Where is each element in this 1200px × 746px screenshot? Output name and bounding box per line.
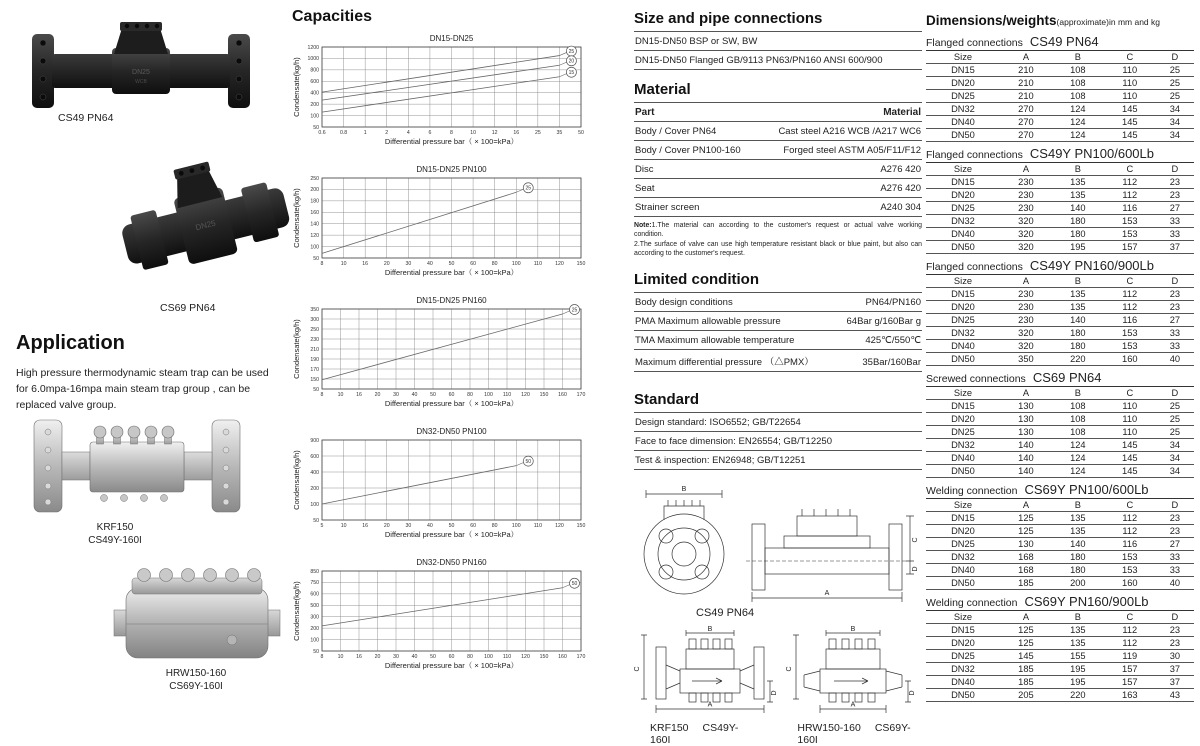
svg-text:100: 100 xyxy=(511,523,521,529)
table-row: DN32 185 195 157 37 xyxy=(926,663,1194,676)
note-label: Note: xyxy=(634,222,652,229)
svg-text:2: 2 xyxy=(385,130,389,136)
svg-text:50: 50 xyxy=(571,581,578,588)
svg-text:200: 200 xyxy=(310,187,319,194)
svg-text:600: 600 xyxy=(310,591,319,598)
svg-text:50: 50 xyxy=(313,255,319,262)
svg-text:10: 10 xyxy=(337,654,344,660)
svg-text:170: 170 xyxy=(576,392,586,398)
svg-text:25: 25 xyxy=(568,48,575,55)
table-row: DN50 205 220 163 43 xyxy=(926,689,1194,702)
table-row: DN15 130 108 110 25 xyxy=(926,400,1194,413)
svg-text:150: 150 xyxy=(539,392,549,398)
svg-text:60: 60 xyxy=(448,392,455,398)
capacity-chart-2 xyxy=(292,163,594,294)
photo-cs49-valve xyxy=(26,16,256,125)
svg-text:50: 50 xyxy=(430,392,436,398)
table-row: DN15 125 135 112 23 xyxy=(926,624,1194,637)
svg-text:150: 150 xyxy=(539,654,549,660)
photo-hrw150-valve xyxy=(112,548,282,679)
table-row: DN50 140 124 145 34 xyxy=(926,465,1194,478)
svg-text:20: 20 xyxy=(383,261,390,267)
dim-table-title: Flanged connections CS49Y PN160/900Lb xyxy=(926,258,1154,273)
dim-letter-d2: D xyxy=(771,690,778,696)
svg-text:10: 10 xyxy=(470,130,476,136)
svg-text:200: 200 xyxy=(310,625,319,632)
svg-text:20: 20 xyxy=(374,392,381,398)
size-section-title: Size and pipe connections xyxy=(634,10,823,27)
svg-text:50: 50 xyxy=(448,523,455,529)
svg-text:12: 12 xyxy=(491,130,498,136)
table-row: DN40 270 124 145 34 xyxy=(926,116,1194,129)
svg-text:Differential pressure bar（ × 1: Differential pressure bar（ × 100=kPa） xyxy=(384,137,519,146)
svg-text:140: 140 xyxy=(310,221,319,228)
svg-text:50: 50 xyxy=(313,648,319,655)
svg-text:40: 40 xyxy=(411,654,418,660)
table-row: DN25 130 108 110 25 xyxy=(926,426,1194,439)
svg-text:1000: 1000 xyxy=(307,56,319,63)
svg-text:0.8: 0.8 xyxy=(339,130,348,136)
svg-text:100: 100 xyxy=(310,637,319,644)
table-row: DN25 230 140 116 27 xyxy=(926,314,1194,327)
material-row: Disc A276 420 xyxy=(634,159,922,178)
svg-text:80: 80 xyxy=(467,654,473,660)
svg-text:100: 100 xyxy=(310,501,319,508)
dim-table: Size A B C D DN15 230 135 112 23 DN20 230 135 112 23 DN25 230 140 116 27 DN32 320 180 153 33 DN40 320 180 153 33 DN50 320 195 157 37 xyxy=(926,162,1194,254)
svg-text:16: 16 xyxy=(513,130,520,136)
svg-text:110: 110 xyxy=(502,392,512,398)
application-text: High pressure thermodynamic steam trap can be used for 6.0mpa-16mpa main steam trap group , can be replaced valve group. xyxy=(16,367,269,411)
cs49-valve-image xyxy=(26,16,256,120)
dim-letter-a2: A xyxy=(707,701,713,709)
table-row: DN25 130 140 116 27 xyxy=(926,538,1194,551)
capacity-chart-4 xyxy=(292,425,594,556)
svg-text:850: 850 xyxy=(310,568,319,575)
dim-letter-b: B xyxy=(681,486,687,494)
svg-text:120: 120 xyxy=(521,654,530,660)
photo-label-cs49: CS49 PN64 xyxy=(58,112,114,124)
svg-text:Differential pressure bar（ × 1: Differential pressure bar（ × 100=kPa） xyxy=(384,399,519,408)
svg-text:Condensate(kg/h): Condensate(kg/h) xyxy=(292,57,301,117)
capacities-column xyxy=(292,8,624,687)
dim-letter-a: A xyxy=(824,590,830,598)
svg-text:500: 500 xyxy=(310,603,319,610)
table-row: DN40 168 180 153 33 xyxy=(926,564,1194,577)
svg-text:50: 50 xyxy=(430,654,436,660)
svg-text:Condensate(kg/h): Condensate(kg/h) xyxy=(292,188,301,248)
capacity-chart-1 xyxy=(292,32,594,163)
svg-text:Differential pressure bar（ × 1: Differential pressure bar（ × 100=kPa） xyxy=(384,661,519,670)
dimension-tables xyxy=(926,34,1194,702)
svg-text:120: 120 xyxy=(555,523,564,529)
material-note xyxy=(634,221,922,258)
svg-text:DN15-DN25 PN160: DN15-DN25 PN160 xyxy=(416,296,487,305)
dim-letter-d3: D xyxy=(909,690,916,696)
svg-text:40: 40 xyxy=(427,261,433,267)
capacity-chart-3 xyxy=(292,294,594,425)
svg-text:5: 5 xyxy=(320,523,324,529)
svg-text:80: 80 xyxy=(467,392,473,398)
svg-text:30: 30 xyxy=(393,392,399,398)
limited-row: TMA Maximum allowable temperature 425℃/550℃ xyxy=(634,330,922,349)
svg-text:DN25: DN25 xyxy=(132,69,150,76)
standard-rows xyxy=(634,412,922,470)
svg-text:20: 20 xyxy=(374,654,381,660)
table-row: DN50 320 195 157 37 xyxy=(926,241,1194,254)
limited-rows xyxy=(634,292,922,372)
material-table xyxy=(634,102,922,217)
svg-text:0.6: 0.6 xyxy=(318,130,326,136)
svg-text:600: 600 xyxy=(310,453,319,460)
table-row: DN20 230 135 112 23 xyxy=(926,189,1194,202)
dim-letter-b3: B xyxy=(850,626,856,634)
drawing-label-cs49: CS49 PN64 xyxy=(696,607,755,620)
table-row: DN32 320 180 153 33 xyxy=(926,215,1194,228)
dim-table-1 xyxy=(926,34,1194,142)
table-row: DN20 230 135 112 23 xyxy=(926,301,1194,314)
table-row: DN25 230 140 116 27 xyxy=(926,202,1194,215)
svg-text:40: 40 xyxy=(411,392,418,398)
svg-text:50: 50 xyxy=(578,130,584,136)
table-row: DN40 320 180 153 33 xyxy=(926,340,1194,353)
drawing-label-krf150: KRF150 CS49Y-160I xyxy=(650,722,739,746)
svg-text:100: 100 xyxy=(310,244,319,251)
svg-text:DN32-DN50 PN160: DN32-DN50 PN160 xyxy=(416,558,487,567)
dim-table: Size A B C D DN15 210 108 110 25 DN20 210 108 110 25 DN25 210 108 110 25 DN32 270 124 145 34 DN40 270 124 145 34 DN50 270 124 145 34 xyxy=(926,50,1194,142)
svg-text:250: 250 xyxy=(310,175,319,182)
dim-letter-d: D xyxy=(912,566,919,572)
table-row: DN32 140 124 145 34 xyxy=(926,439,1194,452)
svg-text:1: 1 xyxy=(363,130,367,136)
svg-text:120: 120 xyxy=(521,392,530,398)
photo-label-krf150-line1: KRF150 xyxy=(96,522,134,533)
standard-row: Design standard: ISO6552; GB/T22654 xyxy=(634,412,922,431)
svg-text:210: 210 xyxy=(310,346,319,353)
material-header-material: Material xyxy=(883,106,921,118)
svg-text:DN25: DN25 xyxy=(194,218,217,233)
svg-text:DN15-DN25: DN15-DN25 xyxy=(429,34,474,43)
table-row: DN25 210 108 110 25 xyxy=(926,90,1194,103)
svg-text:100: 100 xyxy=(484,392,493,398)
drawing-label-hrw150: HRW150-160 CS69Y-160I xyxy=(797,722,911,746)
table-row: DN15 230 135 112 23 xyxy=(926,288,1194,301)
table-row: DN20 125 135 112 23 xyxy=(926,637,1194,650)
dim-table-title: Welding connection CS69Y PN100/600Lb xyxy=(926,482,1149,497)
table-row: DN40 185 195 157 37 xyxy=(926,676,1194,689)
svg-text:Condensate(kg/h): Condensate(kg/h) xyxy=(292,581,301,641)
svg-text:150: 150 xyxy=(576,261,586,267)
dim-letter-c: C xyxy=(912,537,919,543)
svg-text:60: 60 xyxy=(470,261,476,267)
dim-table: Size A B C D DN15 125 135 112 23 DN20 125 135 112 23 DN25 130 140 116 27 DN32 168 180 153 33 DN40 168 180 153 33 DN50 185 200 160 40 xyxy=(926,498,1194,590)
left-column xyxy=(12,0,286,704)
svg-text:50: 50 xyxy=(448,261,455,267)
svg-text:40: 40 xyxy=(427,523,433,529)
svg-text:8: 8 xyxy=(320,392,324,398)
svg-text:200: 200 xyxy=(310,485,319,492)
size-row: DN15-DN50 Flanged GB/9113 PN63/PN160 ANSI 600/900 xyxy=(634,50,922,69)
svg-text:25: 25 xyxy=(525,185,532,192)
table-row: DN50 350 220 160 40 xyxy=(926,353,1194,366)
material-row: Body / Cover PN64 Cast steel A216 WCB /A217 WC6 xyxy=(634,121,922,140)
svg-text:120: 120 xyxy=(310,232,319,239)
svg-text:150: 150 xyxy=(310,376,319,383)
photo-label-hrw150 xyxy=(116,668,276,693)
dimensions-title: Dimensions/weights xyxy=(926,13,1057,28)
dimensions-heading xyxy=(926,12,1194,30)
svg-text:16: 16 xyxy=(362,523,369,529)
svg-text:600: 600 xyxy=(310,79,319,86)
table-row: DN50 270 124 145 34 xyxy=(926,129,1194,142)
krf150-valve-image xyxy=(32,410,242,522)
svg-text:50: 50 xyxy=(313,124,319,131)
svg-text:15: 15 xyxy=(568,70,575,77)
drawing-labels-row xyxy=(634,722,922,746)
svg-text:8: 8 xyxy=(320,261,324,267)
dim-table-title: Flanged connections CS49 PN64 xyxy=(926,34,1099,49)
svg-text:25: 25 xyxy=(571,307,578,314)
dim-table: Size A B C D DN15 125 135 112 23 DN20 125 135 112 23 DN25 145 155 119 30 DN32 185 195 157 37 DN40 185 195 157 37 DN50 205 220 163 43 xyxy=(926,610,1194,702)
svg-text:300: 300 xyxy=(310,614,319,621)
svg-text:25: 25 xyxy=(534,130,541,136)
cs49-dimension-drawing xyxy=(634,480,922,611)
dim-table-2 xyxy=(926,146,1194,254)
photo-label-krf150-line2: CS49Y-160I xyxy=(88,534,142,546)
svg-text:250: 250 xyxy=(310,326,319,333)
svg-text:110: 110 xyxy=(533,261,542,267)
cs49-drawing-svg xyxy=(634,480,920,606)
table-row: DN25 145 155 119 30 xyxy=(926,650,1194,663)
limited-row: Body design conditions PN64/PN160 xyxy=(634,292,922,311)
svg-text:Condensate(kg/h): Condensate(kg/h) xyxy=(292,319,301,379)
svg-text:1200: 1200 xyxy=(307,44,319,51)
table-row: DN20 210 108 110 25 xyxy=(926,77,1194,90)
capacity-chart-5 xyxy=(292,556,594,687)
svg-text:170: 170 xyxy=(310,366,319,373)
svg-text:100: 100 xyxy=(310,113,319,120)
svg-text:30: 30 xyxy=(405,261,412,267)
svg-text:180: 180 xyxy=(310,198,319,205)
application-title: Application xyxy=(16,332,125,354)
svg-text:100: 100 xyxy=(484,654,493,660)
svg-text:16: 16 xyxy=(362,261,369,267)
svg-text:35: 35 xyxy=(556,130,563,136)
dim-table-6 xyxy=(926,594,1194,702)
svg-text:WCB: WCB xyxy=(135,79,147,85)
dim-table-title: Welding connection CS69Y PN160/900Lb xyxy=(926,594,1149,609)
krf-hrw-dimension-drawings xyxy=(634,623,922,720)
svg-text:350: 350 xyxy=(310,306,319,313)
material-row: Body / Cover PN100-160 Forged steel ASTM A05/F11/F12 xyxy=(634,140,922,159)
svg-text:60: 60 xyxy=(470,523,476,529)
svg-text:50: 50 xyxy=(313,517,319,524)
material-row: Seat A276 420 xyxy=(634,178,922,197)
table-row: DN32 270 124 145 34 xyxy=(926,103,1194,116)
dim-table: Size A B C D DN15 230 135 112 23 DN20 230 135 112 23 DN25 230 140 116 27 DN32 320 180 153 33 DN40 320 180 153 33 DN50 350 220 160 40 xyxy=(926,274,1194,366)
dim-table-title: Screwed connections CS69 PN64 xyxy=(926,370,1102,385)
dimensions-column xyxy=(926,10,1194,705)
svg-text:10: 10 xyxy=(340,261,347,267)
svg-text:30: 30 xyxy=(405,523,412,529)
table-row: DN15 125 135 112 23 xyxy=(926,512,1194,525)
svg-text:20: 20 xyxy=(383,523,390,529)
svg-text:160: 160 xyxy=(558,654,567,660)
cs69-valve-image xyxy=(120,128,290,296)
material-header xyxy=(634,102,922,121)
dim-letter-a3: A xyxy=(850,701,856,709)
svg-text:16: 16 xyxy=(356,654,362,660)
svg-text:Condensate(kg/h): Condensate(kg/h) xyxy=(292,450,301,510)
svg-text:6: 6 xyxy=(428,130,432,136)
svg-text:100: 100 xyxy=(511,261,521,267)
svg-text:50: 50 xyxy=(525,458,532,465)
dim-table-3 xyxy=(926,258,1194,366)
svg-text:80: 80 xyxy=(491,523,498,529)
svg-text:120: 120 xyxy=(555,261,564,267)
limited-row: Maximum differential pressure （△PMX） 35Bar/160Bar xyxy=(634,349,922,371)
standard-title: Standard xyxy=(634,391,700,409)
svg-text:DN15-DN25 PN100: DN15-DN25 PN100 xyxy=(416,165,487,174)
limited-title: Limited condition xyxy=(634,271,759,289)
svg-text:200: 200 xyxy=(310,101,319,108)
svg-text:60: 60 xyxy=(448,654,455,660)
svg-text:110: 110 xyxy=(533,523,542,529)
svg-text:800: 800 xyxy=(310,67,319,74)
svg-text:400: 400 xyxy=(310,469,319,476)
standard-row: Test & inspection: EN26948; GB/T12251 xyxy=(634,450,922,469)
krf-hrw-drawing-svg xyxy=(634,623,920,715)
photo-label-hrw150-line2: CS69Y-160I xyxy=(169,680,223,692)
table-row: DN15 230 135 112 23 xyxy=(926,176,1194,189)
svg-text:750: 750 xyxy=(310,580,319,587)
material-row: Strainer screen A240 304 xyxy=(634,197,922,216)
table-row: DN32 168 180 153 33 xyxy=(926,551,1194,564)
svg-text:8: 8 xyxy=(450,130,453,136)
svg-text:900: 900 xyxy=(310,437,319,444)
photo-krf150-valve xyxy=(32,410,242,527)
svg-text:300: 300 xyxy=(310,316,319,323)
table-row: DN50 185 200 160 40 xyxy=(926,577,1194,590)
capacities-title: Capacities xyxy=(292,8,373,25)
svg-text:400: 400 xyxy=(310,90,319,97)
svg-text:160: 160 xyxy=(558,392,567,398)
material-title: Material xyxy=(634,81,691,98)
svg-text:160: 160 xyxy=(310,210,319,217)
svg-text:10: 10 xyxy=(340,523,347,529)
table-row: DN40 320 180 153 33 xyxy=(926,228,1194,241)
svg-text:16: 16 xyxy=(356,392,362,398)
svg-text:190: 190 xyxy=(310,356,319,363)
hrw150-valve-image xyxy=(112,548,282,674)
svg-text:10: 10 xyxy=(337,392,344,398)
material-header-part: Part xyxy=(635,106,655,118)
specs-column xyxy=(634,10,922,746)
dim-letter-c2: C xyxy=(634,666,641,672)
table-row: DN40 140 124 145 34 xyxy=(926,452,1194,465)
table-row: DN32 320 180 153 33 xyxy=(926,327,1194,340)
material-rows xyxy=(634,121,922,216)
svg-text:Differential pressure bar（ × 1: Differential pressure bar（ × 100=kPa） xyxy=(384,530,519,539)
photo-cs69-valve xyxy=(120,128,290,301)
svg-text:4: 4 xyxy=(406,130,410,136)
svg-text:230: 230 xyxy=(310,336,319,343)
dim-letter-b2: B xyxy=(707,626,713,634)
dimensions-subtitle: (approximate)in mm and kg xyxy=(1056,17,1160,27)
table-row: DN20 125 135 112 23 xyxy=(926,525,1194,538)
photo-label-krf150 xyxy=(40,522,190,547)
dim-table-title: Flanged connections CS49Y PN100/600Lb xyxy=(926,146,1154,161)
dim-table: Size A B C D DN15 130 108 110 25 DN20 130 108 110 25 DN25 130 108 110 25 DN32 140 124 145 34 DN40 140 124 145 34 DN50 140 124 145 34 xyxy=(926,386,1194,478)
size-rows xyxy=(634,31,922,70)
note-line2: 2.The surface of valve can use high temperature resistant black or blue paint, but also can according to the customer's request. xyxy=(634,240,922,257)
photo-label-hrw150-line1: HRW150-160 xyxy=(165,668,227,679)
svg-text:110: 110 xyxy=(502,654,512,660)
capacity-charts xyxy=(292,32,624,687)
svg-text:DN32-DN50 PN100: DN32-DN50 PN100 xyxy=(416,427,487,436)
svg-text:30: 30 xyxy=(393,654,399,660)
photo-label-cs69: CS69 PN64 xyxy=(160,302,216,314)
limited-row: PMA Maximum allowable pressure 64Bar g/160Bar g xyxy=(634,311,922,330)
svg-text:20: 20 xyxy=(568,58,575,65)
dim-letter-c3: C xyxy=(786,666,793,672)
svg-text:8: 8 xyxy=(320,654,324,660)
table-row: DN20 130 108 110 25 xyxy=(926,413,1194,426)
dim-table-5 xyxy=(926,482,1194,590)
dim-table-4 xyxy=(926,370,1194,478)
size-row: DN15-DN50 BSP or SW, BW xyxy=(634,31,922,50)
svg-text:170: 170 xyxy=(576,654,586,660)
table-row: DN15 210 108 110 25 xyxy=(926,64,1194,77)
svg-text:Differential pressure bar（ × 1: Differential pressure bar（ × 100=kPa） xyxy=(384,268,519,277)
note-line1: 1.The material can according to the customer's request or actual valve working condition. xyxy=(634,222,922,239)
svg-text:50: 50 xyxy=(313,386,319,393)
svg-text:80: 80 xyxy=(491,261,498,267)
standard-row: Face to face dimension: EN26554; GB/T12250 xyxy=(634,431,922,450)
svg-text:150: 150 xyxy=(576,523,586,529)
